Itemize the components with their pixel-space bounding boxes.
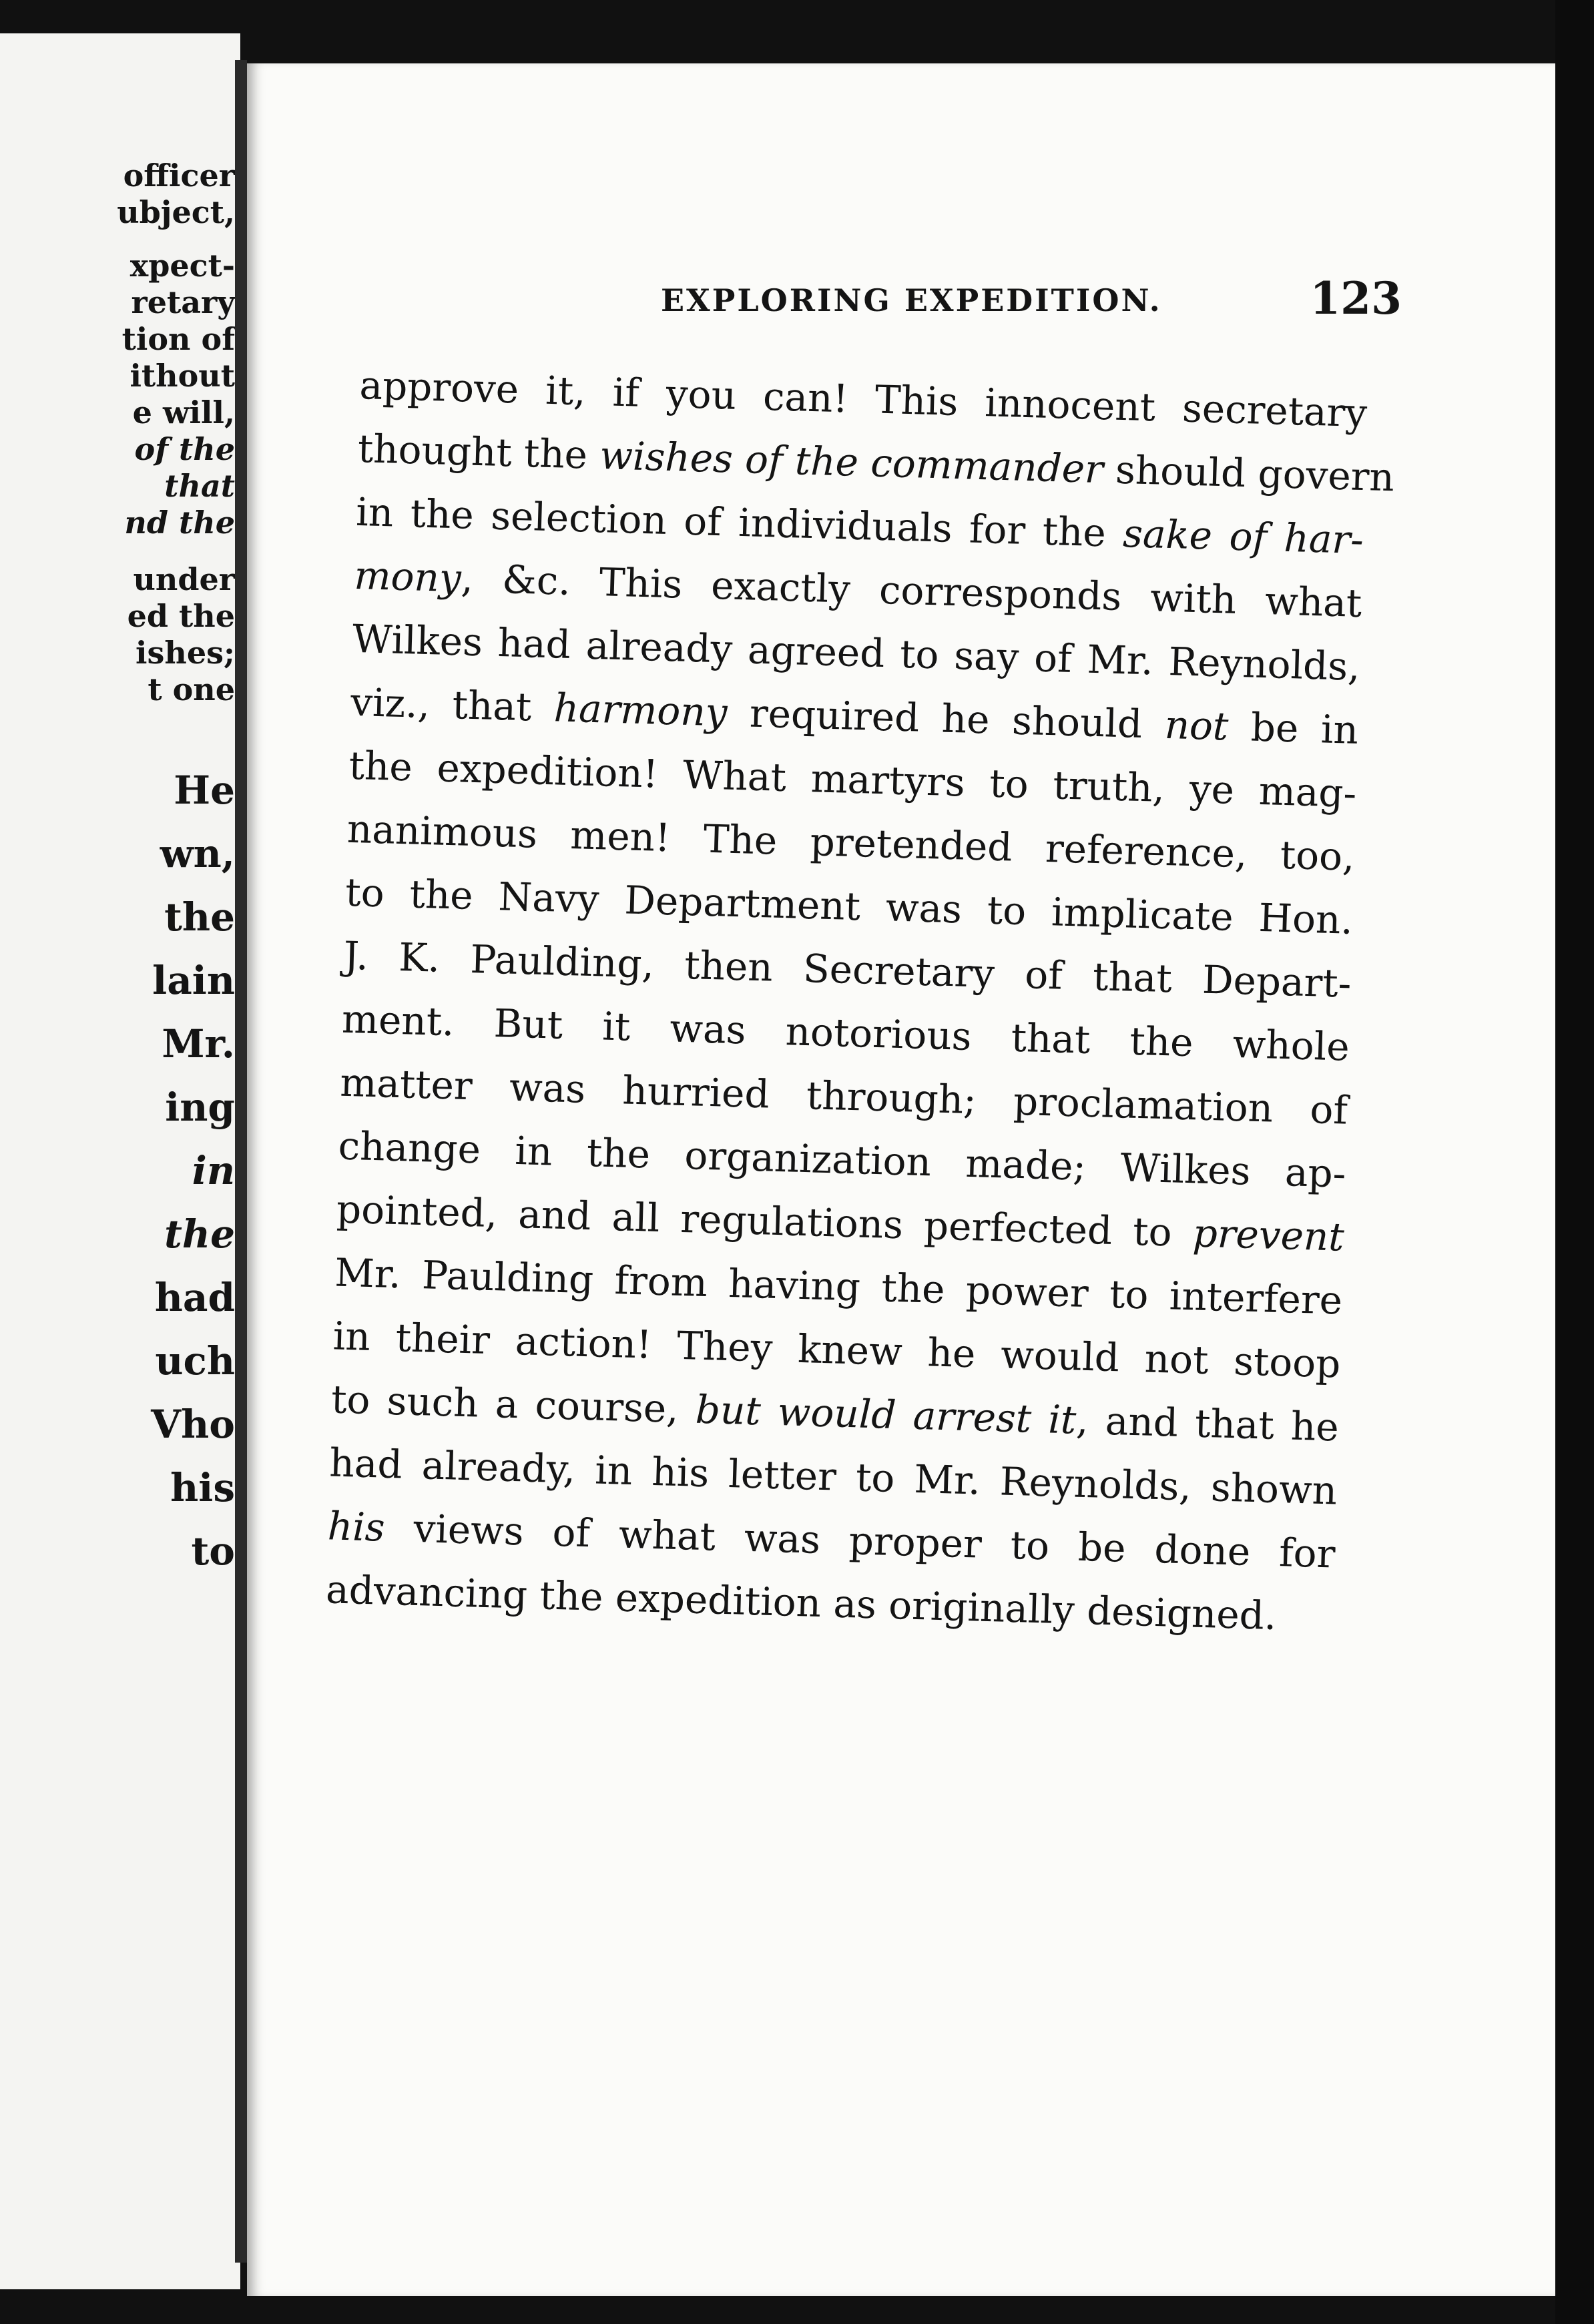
text-run: pointed, and all regulations perfected to <box>336 1186 1193 1256</box>
facing-page-line: had <box>154 1275 235 1320</box>
facing-page-line: tion of <box>121 321 235 357</box>
facing-page-line: wn, <box>160 831 235 876</box>
facing-page-line: e will, <box>132 394 235 430</box>
facing-page-line: ubject, <box>117 194 235 230</box>
facing-page-line: xpect- <box>129 248 235 284</box>
italic-phrase: harmony <box>553 685 728 736</box>
text-run: required he should <box>726 689 1165 748</box>
facing-page-line: lain <box>152 958 235 1003</box>
italic-phrase: wishes of the commander <box>599 432 1104 493</box>
page-number: 123 <box>1310 272 1402 324</box>
text-run: thought the <box>357 425 601 479</box>
text-run: should govern <box>1102 447 1395 501</box>
italic-phrase: his <box>326 1503 386 1550</box>
text-run: matter was hurried through; proclamation of <box>339 1059 1348 1133</box>
italic-phrase: mony <box>353 552 462 601</box>
body-text <box>325 354 1395 1649</box>
facing-page-line: Vho <box>151 1402 235 1447</box>
facing-page-line: ed the <box>127 598 235 634</box>
page-edge-shadow <box>1555 0 1594 2324</box>
facing-page-line: the <box>164 1211 235 1257</box>
text-run: Wilkes had already agreed to say of Mr. Reynolds, <box>352 615 1361 689</box>
page-header <box>661 274 1402 327</box>
text-run: to such a course, <box>330 1376 696 1432</box>
text-run: approve it, if you can! This innocent secretary <box>358 362 1368 437</box>
text-run: , and that he <box>1075 1397 1340 1450</box>
facing-page-fragment <box>0 33 240 2289</box>
facing-page-line: officer <box>123 158 235 194</box>
facing-page-line: nd the <box>124 505 235 541</box>
facing-page-line: t one <box>148 671 235 707</box>
facing-page-line: his <box>170 1465 235 1510</box>
facing-page-line: in <box>192 1148 235 1193</box>
text-run: views of what was proper to be done for <box>384 1504 1336 1577</box>
facing-page-line: under <box>133 561 235 597</box>
text-run: J. K. Paulding, then Secretary of that Depart- <box>342 932 1352 1006</box>
text-run: change in the organization made; Wilkes ap- <box>337 1123 1347 1197</box>
italic-phrase: but would arrest it <box>694 1386 1077 1443</box>
text-run: in the selection of individuals for the <box>355 489 1124 556</box>
facing-page-line: retary <box>131 284 235 320</box>
italic-phrase: not <box>1163 701 1230 750</box>
facing-page-line: ing <box>165 1085 235 1130</box>
text-run: viz., that <box>350 679 555 731</box>
facing-page-line: ithout <box>129 358 235 394</box>
text-run: Mr. Paulding from having the power to interfere <box>334 1249 1343 1324</box>
text-run: the expedition! What martyrs to truth, ye mag- <box>348 742 1358 816</box>
facing-page-line: to <box>191 1528 235 1574</box>
text-run: , &c. This exactly corresponds with what <box>460 555 1363 627</box>
facing-page-line: ishes; <box>136 635 235 671</box>
facing-page-line: that <box>164 468 235 504</box>
text-run: advancing the expedition as originally designed. <box>325 1566 1278 1639</box>
book-page <box>247 63 1555 2296</box>
facing-page-line: the <box>164 894 235 940</box>
text-run: had already, in his letter to Mr. Reynolds, shown <box>328 1440 1338 1514</box>
facing-page-line: Mr. <box>162 1021 235 1067</box>
text-run: be in <box>1228 703 1359 753</box>
book-gutter <box>235 60 247 2263</box>
facing-page-line: He <box>174 768 235 813</box>
text-run: nanimous men! The pretended reference, too, <box>346 806 1356 880</box>
facing-page-line: uch <box>155 1338 235 1384</box>
facing-page-line: of the <box>134 431 235 467</box>
italic-phrase: sake of har- <box>1122 511 1364 563</box>
italic-phrase: prevent <box>1191 1210 1345 1260</box>
text-run: to the Navy Department was to implicate Hon. <box>344 869 1354 943</box>
running-title: EXPLORING EXPEDITION. <box>661 282 1162 318</box>
text-run: in their action! They knew he would not stoop <box>332 1313 1342 1387</box>
text-run: ment. But it was notorious that the whole <box>341 996 1350 1070</box>
